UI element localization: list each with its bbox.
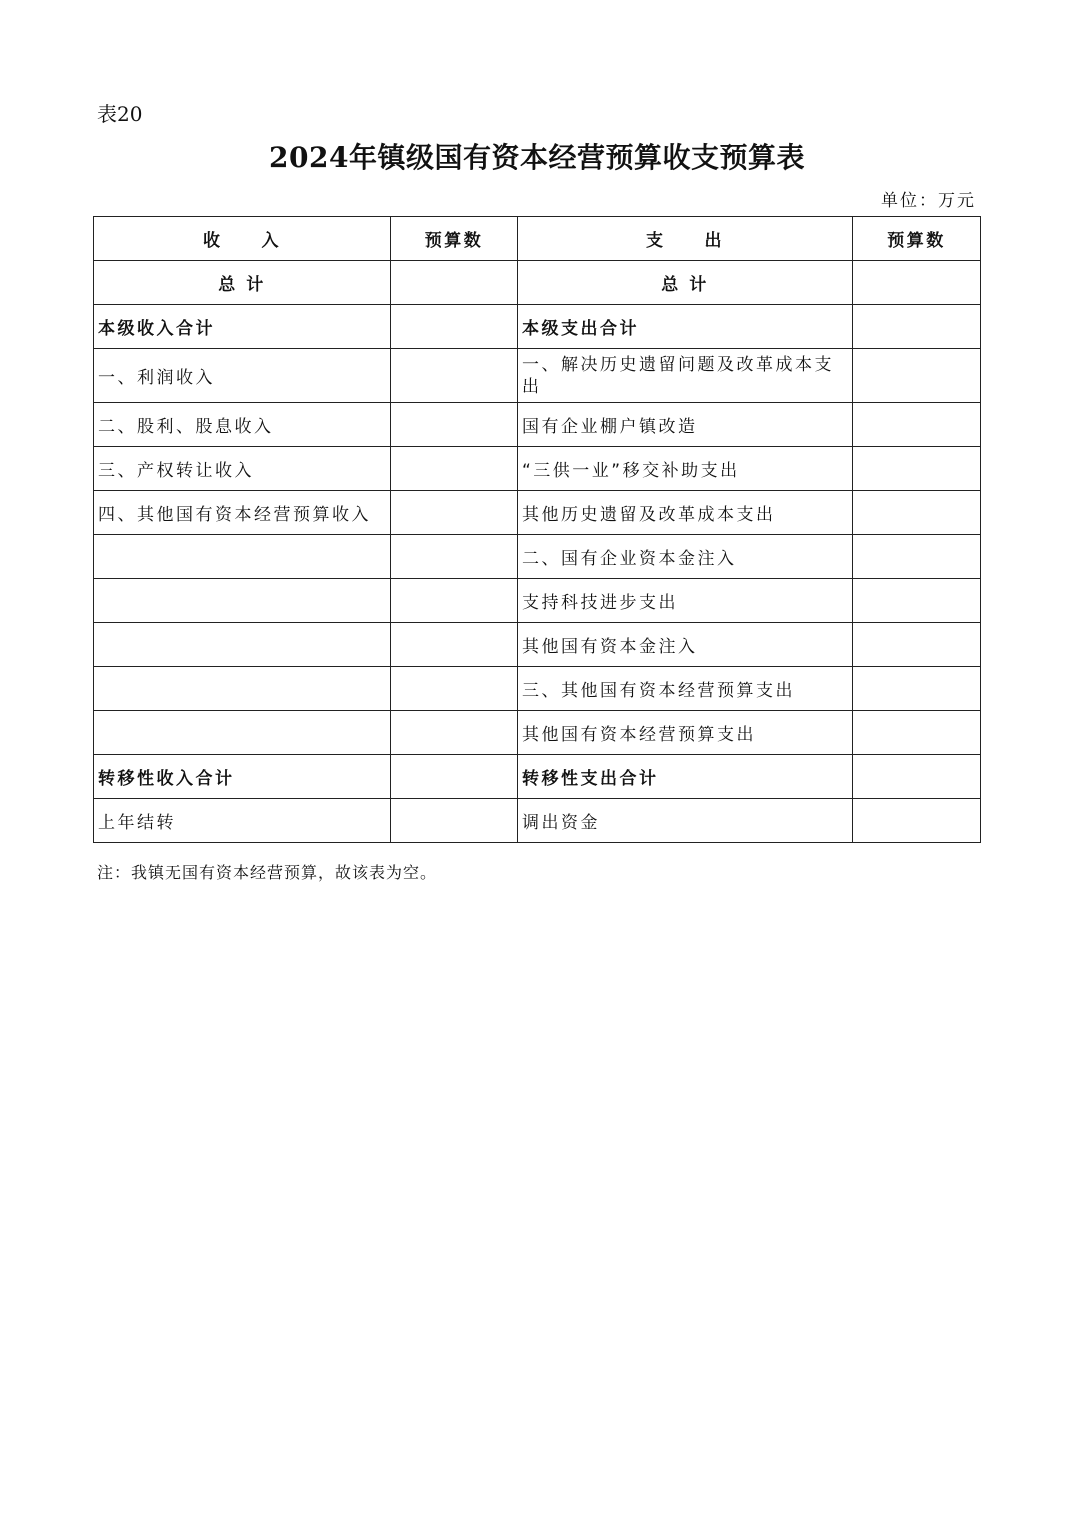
expense-item: 一、解决历史遗留问题及改革成本支出 [518, 349, 853, 403]
expense-value [853, 447, 981, 491]
income-value [391, 447, 518, 491]
total-expense-label: 总 计 [518, 261, 853, 305]
unit-label: 单位：万元 [881, 191, 976, 211]
table-row [94, 755, 981, 799]
table-row [94, 623, 981, 667]
income-value [391, 755, 518, 799]
expense-item: 国有企业棚户镇改造 [518, 403, 853, 447]
total-row [94, 261, 981, 305]
header-expense: 支 出 [518, 217, 853, 261]
income-item: 三、产权转让收入 [94, 447, 391, 491]
expense-value [853, 623, 981, 667]
income-value [391, 403, 518, 447]
income-value [391, 667, 518, 711]
table-row [94, 349, 981, 403]
table-row [94, 535, 981, 579]
expense-value [853, 305, 981, 349]
expense-value [853, 755, 981, 799]
income-item [94, 623, 391, 667]
table-row [94, 667, 981, 711]
expense-value [853, 799, 981, 843]
header-income-budget: 预算数 [391, 217, 518, 261]
total-income-label: 总 计 [94, 261, 391, 305]
expense-item: 调出资金 [518, 799, 853, 843]
table-row [94, 579, 981, 623]
table-row [94, 711, 981, 755]
expense-item: 二、国有企业资本金注入 [518, 535, 853, 579]
expense-item: 其他国有资本经营预算支出 [518, 711, 853, 755]
income-value [391, 579, 518, 623]
expense-value [853, 349, 981, 403]
page-title: 2024年镇级国有资本经营预算收支预算表 [269, 141, 805, 174]
table-row [94, 403, 981, 447]
expense-value [853, 711, 981, 755]
table-number-label: 表20 [97, 102, 143, 126]
expense-value [853, 579, 981, 623]
header-expense-budget: 预算数 [853, 217, 981, 261]
income-item: 转移性收入合计 [94, 755, 391, 799]
expense-item: 转移性支出合计 [518, 755, 853, 799]
income-value [391, 711, 518, 755]
income-value [391, 349, 518, 403]
income-item [94, 535, 391, 579]
expense-item: “三供一业”移交补助支出 [518, 447, 853, 491]
expense-value [853, 535, 981, 579]
income-item [94, 579, 391, 623]
income-item: 二、股利、股息收入 [94, 403, 391, 447]
expense-item: 其他历史遗留及改革成本支出 [518, 491, 853, 535]
income-item [94, 711, 391, 755]
income-value [391, 535, 518, 579]
expense-value [853, 491, 981, 535]
income-item [94, 667, 391, 711]
expense-item: 三、其他国有资本经营预算支出 [518, 667, 853, 711]
table-row [94, 491, 981, 535]
expense-value [853, 667, 981, 711]
income-item: 一、利润收入 [94, 349, 391, 403]
income-value [391, 491, 518, 535]
income-value [391, 305, 518, 349]
income-item: 上年结转 [94, 799, 391, 843]
footnote: 注：我镇无国有资本经营预算，故该表为空。 [97, 863, 438, 882]
expense-item: 支持科技进步支出 [518, 579, 853, 623]
expense-value [853, 403, 981, 447]
income-item: 本级收入合计 [94, 305, 391, 349]
total-expense-value [853, 261, 981, 305]
header-income: 收 入 [94, 217, 391, 261]
income-value [391, 799, 518, 843]
table-row [94, 447, 981, 491]
table-header-row [94, 217, 981, 261]
table-row [94, 305, 981, 349]
expense-item: 其他国有资本金注入 [518, 623, 853, 667]
income-value [391, 623, 518, 667]
income-item: 四、其他国有资本经营预算收入 [94, 491, 391, 535]
expense-item: 本级支出合计 [518, 305, 853, 349]
budget-table [93, 216, 981, 843]
table-row [94, 799, 981, 843]
total-income-value [391, 261, 518, 305]
